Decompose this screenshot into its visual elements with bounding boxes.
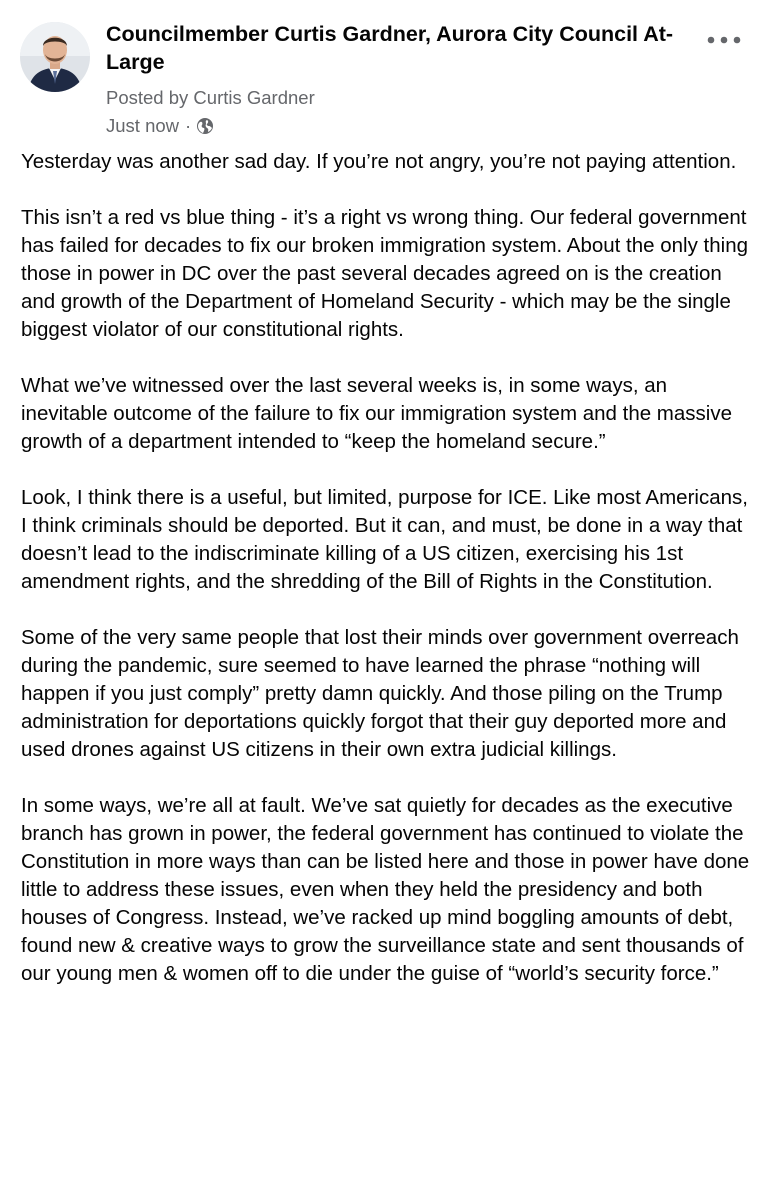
post-paragraph: Yesterday was another sad day. If you’re not angry, you’re not paying attention.	[21, 150, 737, 173]
post-paragraph: In some ways, we’re all at fault. We’ve sat quietly for decades as the executive branch has grown in power, the federal government has continued to violate the Constitution in more ways than can be listed here and those in power have done little to address these issues, even when they held the presidency and both houses of Congress. Instead, we’ve racked up mind boggling amounts of debt, found new & creative ways to grow the surveillance state and sent thousands of our young men & women off to die under the guise of “world’s security force.”	[21, 794, 750, 985]
post-body	[21, 148, 751, 1016]
globe-icon[interactable]	[196, 117, 214, 135]
post-paragraph: What we’ve witnessed over the last several weeks is, in some ways, an inevitable outcome of the failure to fix our immigration system and the massive growth of a department intended to “keep the homeland secure.”	[21, 374, 732, 453]
post-header	[0, 0, 763, 140]
meta-separator: ·	[185, 115, 192, 136]
more-options-icon	[706, 36, 742, 44]
avatar[interactable]	[20, 22, 90, 92]
post-paragraph: Some of the very same people that lost their minds over government overreach during the pandemic, sure seemed to have learned the phrase “nothing will happen if you just comply” pretty damn quickly. And those piling on the Trump administration for deportations quickly forgot that their guy deported more and used drones against US citizens in their own extra judicial killings.	[21, 626, 739, 761]
post-paragraph: This isn’t a red vs blue thing - it’s a right vs wrong thing. Our federal government has failed for decades to fix our broken immigration system. About the only thing those in power in DC over the past several decades agreed on is the creation and growth of the Department of Homeland Security - which may be the single biggest violator of our constitutional rights.	[21, 206, 748, 341]
post-meta	[106, 114, 214, 138]
avatar-photo	[20, 22, 90, 92]
post-timestamp[interactable]: Just now	[106, 115, 180, 136]
author-name[interactable]: Councilmember Curtis Gardner, Aurora City Council At-Large	[106, 22, 674, 74]
post-paragraph: Look, I think there is a useful, but limited, purpose for ICE. Like most Americans, I think criminals should be deported. But it can, and must, be done in a way that doesn’t lead to the indiscriminate killing of a US citizen, exercising his 1st amendment rights, and the shredding of the Bill of Rights in the Constitution.	[21, 486, 748, 593]
more-options-button[interactable]	[702, 28, 746, 52]
posted-by: Posted by Curtis Gardner	[106, 87, 315, 108]
